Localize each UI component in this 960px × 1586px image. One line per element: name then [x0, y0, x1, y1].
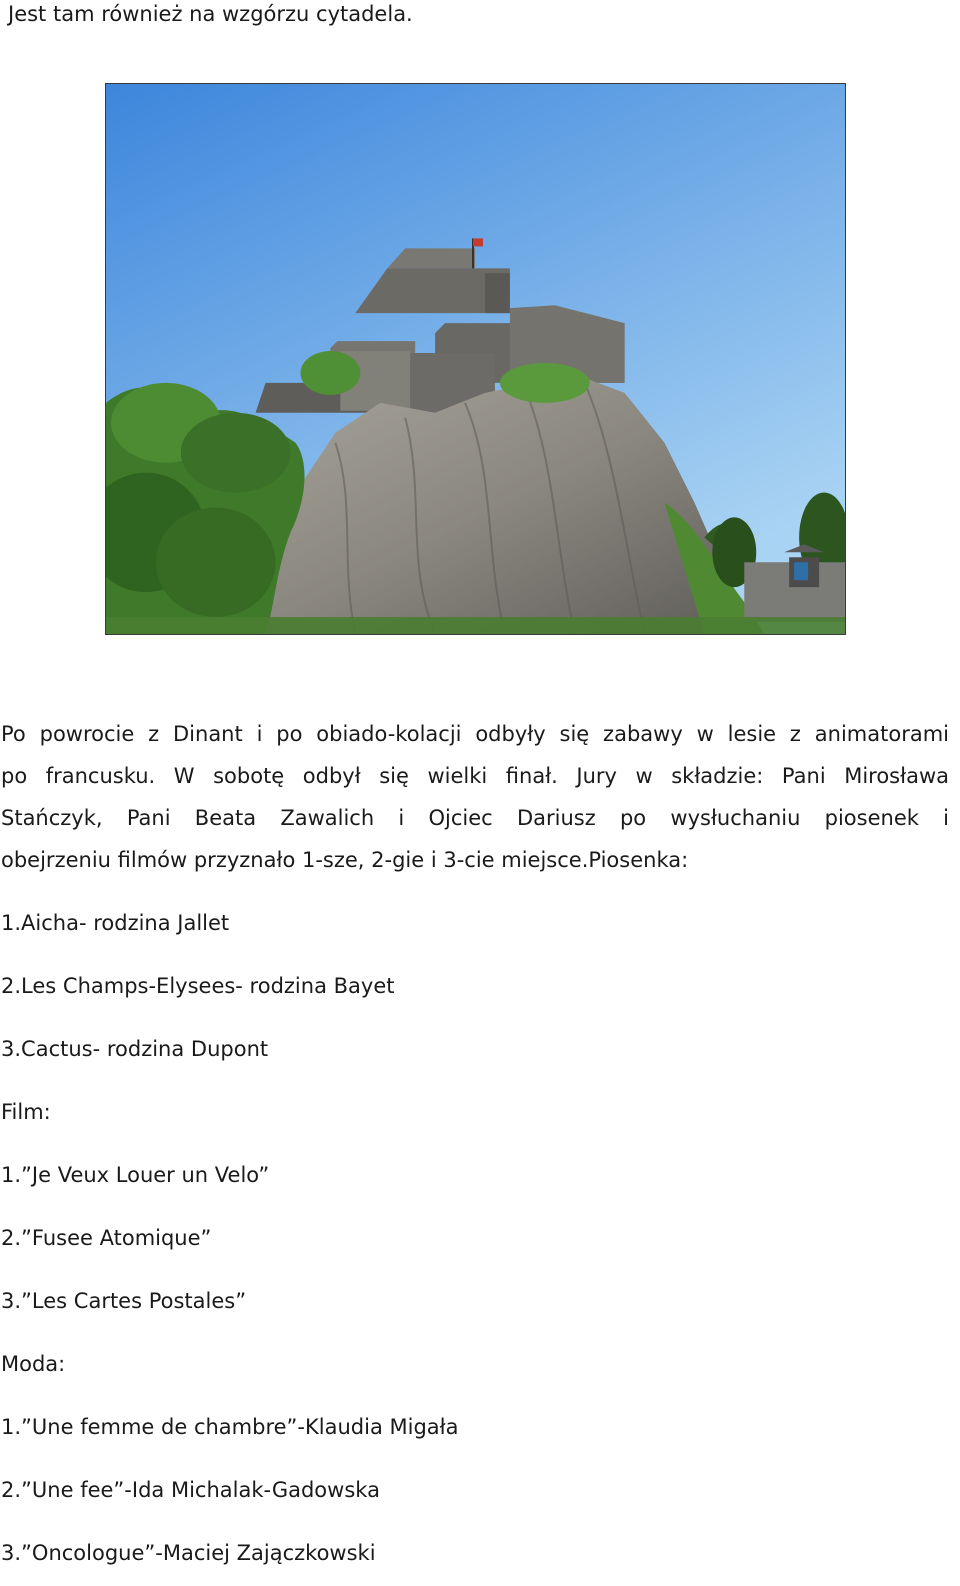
- paragraph-line: obejrzeniu filmów przyznało 1-sze, 2-gie i 3-cie miejsce.Piosenka:: [1, 848, 689, 872]
- paragraph-line: Po powrocie z Dinant i po obiado-kolacji odbyły się zabawy w lesie z animatorami: [1, 722, 949, 746]
- paragraph-line: po francusku. W sobotę odbył się wielki finał. Jury w składzie: Pani Mirosława: [1, 764, 949, 788]
- film-heading: Film:: [1, 1100, 51, 1124]
- film-result: 2.”Fusee Atomique”: [1, 1226, 212, 1250]
- film-result: 1.”Je Veux Louer un Velo”: [1, 1163, 270, 1187]
- song-result: 3.Cactus- rodzina Dupont: [1, 1037, 269, 1061]
- song-result: 2.Les Champs-Elysees- rodzina Bayet: [1, 974, 395, 998]
- fashion-heading: Moda:: [1, 1352, 66, 1376]
- citadel-illustration: [106, 84, 845, 634]
- film-result: 3.”Les Cartes Postales”: [1, 1289, 247, 1313]
- fashion-result: 2.”Une fee”-Ida Michalak-Gadowska: [1, 1478, 380, 1502]
- paragraph-line: Stańczyk, Pani Beata Zawalich i Ojciec Dariusz po wysłuchaniu piosenek i: [1, 806, 949, 830]
- citadel-photo: [105, 83, 846, 635]
- fashion-result: 3.”Oncologue”-Maciej Zajączkowski: [1, 1541, 376, 1565]
- intro-text: Jest tam również na wzgórzu cytadela.: [8, 2, 413, 26]
- song-result: 1.Aicha- rodzina Jallet: [1, 911, 230, 935]
- fashion-result: 1.”Une femme de chambre”-Klaudia Migała: [1, 1415, 459, 1439]
